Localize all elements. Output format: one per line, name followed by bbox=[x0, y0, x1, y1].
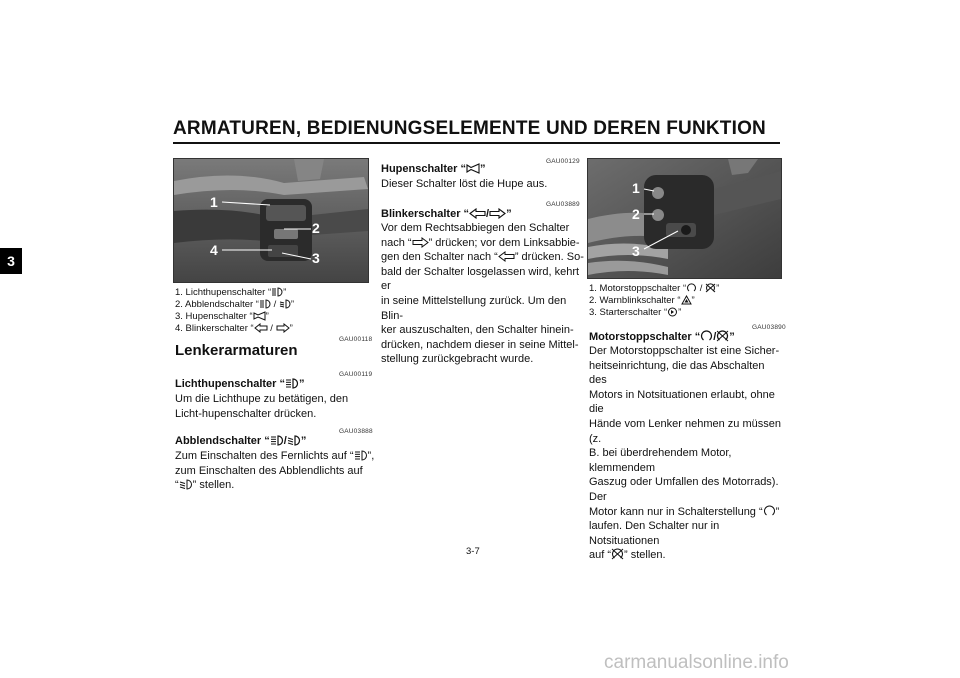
left-caption-4: 4. Blinkerschalter “ / ” bbox=[175, 323, 293, 334]
heading-abblendschalter: Abblendschalter “ / ” bbox=[175, 435, 307, 447]
motorstopp-body: Der Motorstoppschalter ist eine Sicher- heitseinrichtung, die das Abschalten des Motors in Notsituationen erlaubt, ohne die Hände vom Lenker nehmen zu müssen (z. B. bei überdrehendem Motor, klemmendem Gaszug oder Umfallen des Motorrads). Der Motor kann nur in Schalterstellung “ ” laufen. Den Schalter nur in Notsituationen auf “ ” stellen. bbox=[589, 345, 781, 562]
left-figure-captions bbox=[175, 287, 294, 335]
section-code: GAU03888 bbox=[339, 428, 373, 435]
left-callout-3: 3 bbox=[312, 250, 320, 266]
watermark: carmanualsonline.info bbox=[604, 652, 789, 673]
turn-left-icon bbox=[254, 323, 268, 333]
left-caption-1: 1. Lichthupenschalter “ ” bbox=[175, 287, 287, 298]
left-callout-4: 4 bbox=[210, 242, 218, 258]
low-beam-icon bbox=[287, 435, 301, 446]
abblend-body: Zum Einschalten des Fernlichts auf “ ”, zum Einschalten des Abblendlichts auf “ ” stellen. bbox=[175, 450, 375, 492]
heading-lichthupenschalter: Lichthupenschalter “ ” bbox=[175, 378, 305, 390]
horn-icon bbox=[253, 311, 266, 321]
right-figure-captions bbox=[589, 283, 719, 319]
left-handlebar-photo bbox=[173, 158, 369, 283]
left-caption-3: 3. Hupenschalter “ ” bbox=[175, 311, 269, 322]
page-number: 3-7 bbox=[466, 546, 480, 557]
section-code: GAU00129 bbox=[546, 158, 580, 165]
high-beam-icon bbox=[271, 287, 283, 297]
right-caption-3: 3. Starterschalter “ ” bbox=[589, 307, 682, 318]
high-beam-icon bbox=[259, 299, 271, 309]
engine-run-icon bbox=[700, 330, 713, 342]
left-caption-2: 2. Abblendschalter “ / ” bbox=[175, 299, 295, 310]
right-handlebar-photo bbox=[587, 158, 782, 279]
blinker-body: Vor dem Rechtsabbiegen den Schalter nach “ ” drücken; vor dem Linksabbie- gen den Schalter nach “ ” drücken. So- bald der Schalter losgelassen wird, kehrt er in seine Mittelstellung zurück. Um den Blin- ker auszuschalten, den Schalter hinein- drücken, nachdem dieser in seine Mittel- stellung zurückgebracht wurde. bbox=[381, 222, 584, 366]
horn-icon bbox=[466, 163, 480, 174]
high-beam-icon bbox=[270, 435, 284, 446]
engine-stop-icon bbox=[611, 548, 624, 560]
right-callout-1: 1 bbox=[632, 180, 640, 196]
section-code: GAU03890 bbox=[752, 324, 786, 331]
page-title: ARMATUREN, BEDIENUNGSELEMENTE UND DEREN FUNKTION bbox=[173, 118, 766, 139]
right-caption-2: 2. Warnblinkschalter “ ” bbox=[589, 295, 695, 306]
turn-left-icon bbox=[498, 251, 515, 262]
low-beam-icon bbox=[179, 479, 193, 490]
turn-left-icon bbox=[469, 208, 486, 219]
turn-right-icon bbox=[489, 208, 506, 219]
left-callout-2: 2 bbox=[312, 220, 320, 236]
right-caption-1: 1. Motorstoppschalter “ / ” bbox=[589, 283, 720, 294]
engine-run-icon bbox=[686, 283, 697, 293]
hazard-icon bbox=[681, 295, 692, 305]
high-beam-icon bbox=[285, 378, 299, 389]
engine-run-icon bbox=[763, 505, 776, 517]
heading-hupenschalter: Hupenschalter “ ” bbox=[381, 163, 486, 175]
starter-icon bbox=[667, 307, 678, 317]
high-beam-icon bbox=[354, 450, 368, 461]
heading-motorstoppschalter: Motorstoppschalter “ / ” bbox=[589, 331, 735, 343]
right-callout-3: 3 bbox=[632, 243, 640, 259]
low-beam-icon bbox=[279, 299, 291, 309]
section-heading-lenkerarmaturen: Lenkerarmaturen bbox=[175, 342, 298, 359]
section-code: GAU00118 bbox=[339, 336, 373, 343]
chapter-tab: 3 bbox=[0, 248, 22, 274]
section-code: GAU00119 bbox=[339, 371, 373, 378]
lichthupe-body: Um die Lichthupe zu betätigen, den Licht-hupenschalter drücken. bbox=[175, 393, 349, 420]
section-code: GAU03889 bbox=[546, 201, 580, 208]
engine-stop-icon bbox=[705, 283, 716, 293]
left-callout-1: 1 bbox=[210, 194, 218, 210]
turn-right-icon bbox=[276, 323, 290, 333]
engine-stop-icon bbox=[716, 330, 729, 342]
heading-blinkerschalter: Blinkerschalter “ / ” bbox=[381, 208, 512, 220]
turn-right-icon bbox=[412, 237, 429, 248]
title-rule bbox=[173, 142, 780, 144]
right-callout-2: 2 bbox=[632, 206, 640, 222]
hupe-body: Dieser Schalter löst die Hupe aus. bbox=[381, 178, 548, 190]
